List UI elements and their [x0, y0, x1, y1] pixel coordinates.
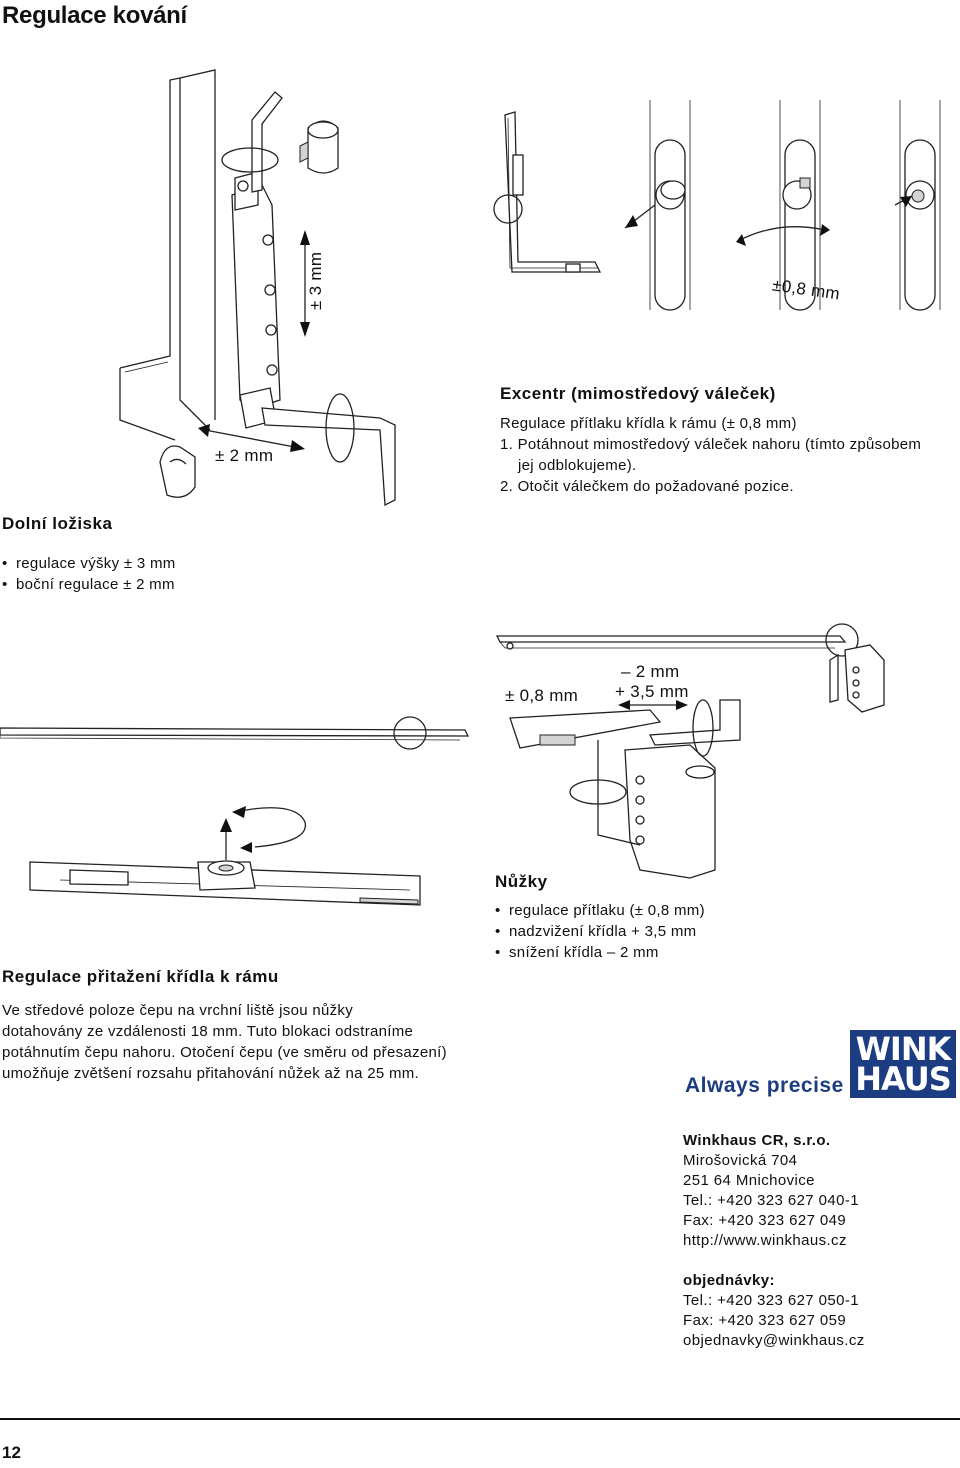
company-web[interactable]: http://www.winkhaus.cz — [683, 1232, 847, 1249]
scissors-list — [495, 900, 705, 963]
dim-side-label: ± 2 mm — [215, 446, 274, 465]
company-street: Mirošovická 704 — [683, 1152, 798, 1169]
contact-block — [683, 1131, 859, 1251]
dim-raise-label: + 3,5 mm — [615, 682, 689, 701]
page-number: 12 — [2, 1443, 21, 1462]
eccentric-line: 1. Potáhnout mimostředový váleček nahoru (tímto způsobem — [500, 436, 922, 453]
tension-heading: Regulace přitažení křídla k rámu — [2, 967, 279, 986]
company-tel: Tel.: +420 323 627 040-1 — [683, 1192, 859, 1209]
tension-line: umožňuje zvětšení rozsahu přitahování nůžek až na 25 mm. — [2, 1065, 420, 1082]
company-fax: Fax: +420 323 627 049 — [683, 1212, 847, 1229]
list-item: • snížení křídla – 2 mm — [495, 942, 705, 963]
list-item: • regulace výšky ± 3 mm — [2, 553, 176, 574]
orders-heading: objednávky: — [683, 1272, 775, 1289]
company-name: Winkhaus CR, s.r.o. — [683, 1132, 831, 1149]
eccentric-line: jej odblokujeme). — [518, 457, 637, 474]
tension-line: Ve středové poloze čepu na vrchní liště jsou nůžky — [2, 1002, 354, 1019]
orders-tel: Tel.: +420 323 627 050-1 — [683, 1292, 859, 1309]
tension-line: potáhnutím čepu nahoru. Otočení čepu (ve směru od přesazení) — [2, 1044, 447, 1061]
page-title: Regulace kování — [2, 2, 187, 29]
eccentric-heading: Excentr (mimostředový váleček) — [500, 384, 776, 403]
list-item: • regulace přítlaku (± 0,8 mm) — [495, 900, 705, 921]
dim-lower-label: – 2 mm — [621, 662, 680, 681]
eccentric-line: 2. Otočit válečkem do požadované pozice. — [500, 478, 794, 495]
list-item: • boční regulace ± 2 mm — [2, 574, 176, 595]
dim-height-label: ± 3 mm — [306, 251, 325, 310]
brand-slogan: Always precise — [685, 1074, 844, 1097]
tension-text — [2, 1000, 492, 1084]
logo-bottom-text: HAUS — [855, 1060, 951, 1098]
winkhaus-logo — [850, 1030, 956, 1098]
dim-press-label: ± 0,8 mm — [505, 686, 579, 705]
orders-email[interactable]: objednavky@winkhaus.cz — [683, 1332, 865, 1349]
orders-block — [683, 1271, 865, 1351]
orders-fax: Fax: +420 323 627 059 — [683, 1312, 847, 1329]
dim-eccentric-label: ±0,8 mm — [771, 275, 842, 304]
bottom-hinge-heading: Dolní ložiska — [2, 514, 113, 533]
scissors-heading: Nůžky — [495, 872, 548, 891]
footer-rule — [0, 1418, 960, 1420]
list-item: • nadzvižení křídla + 3,5 mm — [495, 921, 705, 942]
eccentric-line: Regulace přítlaku křídla k rámu (± 0,8 mm) — [500, 415, 797, 432]
logo-top-text: WINK — [855, 1030, 951, 1068]
company-city: 251 64 Mnichovice — [683, 1172, 815, 1189]
tension-line: dotahovány ze vzdálenosti 18 mm. Tuto blokaci odstraníme — [2, 1023, 414, 1040]
